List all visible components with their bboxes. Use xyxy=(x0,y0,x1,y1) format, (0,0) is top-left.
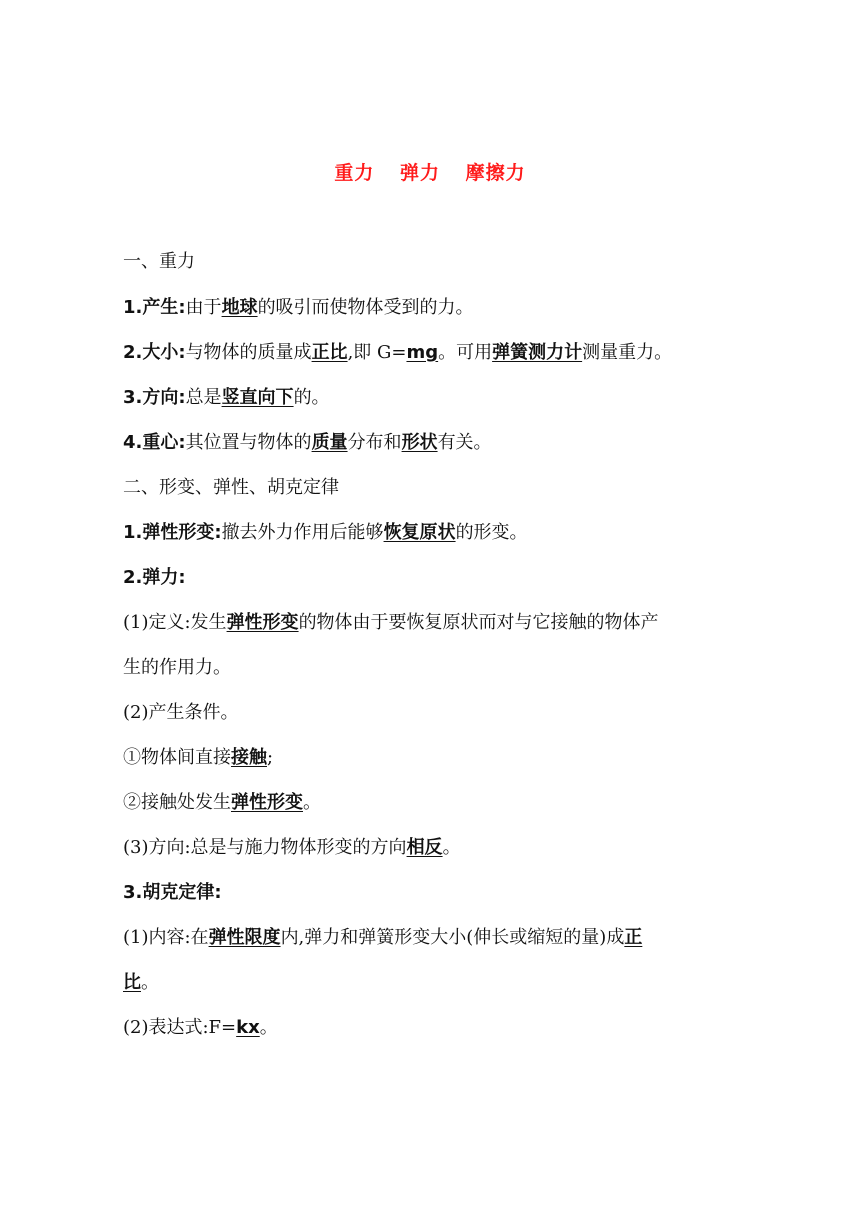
gravity-direction-line: 3.方向:总是竖直向下的。 xyxy=(123,387,330,408)
blank-answer: 竖直向下 xyxy=(221,387,294,408)
blank-answer: 恢复原状 xyxy=(383,522,456,543)
blank-answer: kx xyxy=(236,1017,260,1038)
blank-answer: 正比 xyxy=(311,342,348,363)
condition-contact-line: ①物体间直接接触; xyxy=(123,747,274,768)
elastic-force-heading: 2.弹力: xyxy=(123,567,186,588)
gravity-origin-line: 1.产生:由于地球的吸引而使物体受到的力。 xyxy=(123,297,474,318)
title-part-elastic: 弹力 xyxy=(399,162,440,184)
blank-answer: 形状 xyxy=(401,432,438,453)
elastic-deformation-line: 1.弹性形变:撤去外力作用后能够恢复原状的形变。 xyxy=(123,522,528,543)
blank-answer: 正 xyxy=(624,927,643,948)
page-title xyxy=(0,158,860,185)
hooke-content-line: (1)内容:在弹性限度内,弹力和弹簧形变大小(伸长或缩短的量)成正 xyxy=(123,927,643,948)
gravity-size-line: 2.大小:与物体的质量成正比,即 G=mg。可用弹簧测力计测量重力。 xyxy=(123,342,673,363)
blank-answer: 比 xyxy=(123,972,141,993)
condition-deformation-line: ②接触处发生弹性形变。 xyxy=(123,792,321,813)
blank-answer: 地球 xyxy=(221,297,258,318)
section-heading-elasticity: 二、形变、弹性、胡克定律 xyxy=(123,477,339,498)
blank-answer: 质量 xyxy=(311,432,348,453)
section-heading-gravity: 一、重力 xyxy=(123,251,195,272)
blank-answer: 相反 xyxy=(406,837,443,858)
hooke-law-heading: 3.胡克定律: xyxy=(123,882,222,903)
blank-answer: 弹性形变 xyxy=(226,612,299,633)
title-part-gravity: 重力 xyxy=(334,162,375,184)
hooke-expression-line: (2)表达式:F=kx。 xyxy=(123,1017,278,1038)
blank-answer: 弹性形变 xyxy=(231,792,303,813)
elastic-force-definition-line: (1)定义:发生弹性形变的物体由于要恢复原状而对与它接触的物体产 xyxy=(123,612,659,633)
title-part-friction: 摩擦力 xyxy=(465,162,526,184)
gravity-center-line: 4.重心:其位置与物体的质量分布和形状有关。 xyxy=(123,432,492,453)
elastic-force-direction-line: (3)方向:总是与施力物体形变的方向相反。 xyxy=(123,837,461,858)
blank-answer: 弹性限度 xyxy=(208,927,281,948)
elastic-force-conditions-heading: (2)产生条件。 xyxy=(123,702,239,723)
elastic-force-definition-cont: 生的作用力。 xyxy=(123,657,231,678)
blank-answer: 接触 xyxy=(231,747,267,768)
blank-answer: mg xyxy=(406,342,439,363)
hooke-content-cont: 比。 xyxy=(123,972,159,993)
blank-answer: 弹簧测力计 xyxy=(492,342,583,363)
